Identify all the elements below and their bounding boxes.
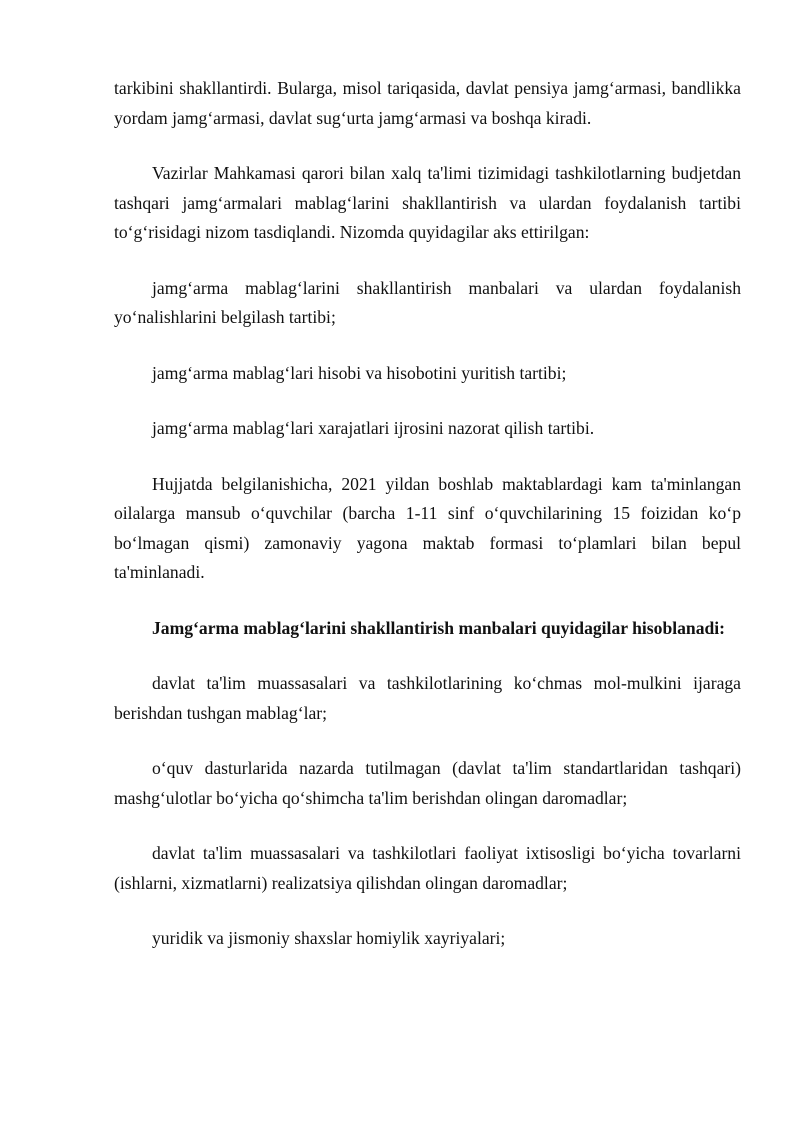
paragraph-nizom-intro: Vazirlar Mahkamasi qarori bilan xalq ta'limi tizimidagi tashkilotlarning budjetdan tashqari jamg‘armalari mablag‘larini shakllantirish va ulardan foydalanish tartibi to‘g‘risidagi nizom tasdiqlandi. Nizomda quyidagilar aks ettirilgan:: [114, 163, 741, 242]
paragraph-list-item: jamg‘arma mablag‘lari hisobi va hisobotini yuritish tartibi;: [152, 362, 567, 383]
section-heading: Jamg‘arma mablag‘larini shakllantirish manbalari quyidagilar hisoblanadi:: [152, 617, 726, 638]
paragraph-school-uniform: Hujjatda belgilanishicha, 2021 yildan boshlab maktablardagi kam ta'minlangan oilalarga mansub o‘quvchilar (barcha 1-11 sinf o‘quvchilarining 15 foizidan ko‘p bo‘lmagan qismi) zamonaviy yagona maktab formasi to‘plamlari bilan bepul ta'minlanadi.: [114, 473, 741, 582]
paragraph-list-item: davlat ta'lim muassasalari va tashkilotlarining ko‘chmas mol-mulkini ijaraga berishdan tushgan mablag‘lar;: [114, 673, 741, 723]
paragraph-list-item: o‘quv dasturlarida nazarda tutilmagan (davlat ta'lim standartlaridan tashqari) mashg‘ulotlar bo‘yicha qo‘shimcha ta'lim berishdan olingan daromadlar;: [114, 758, 741, 808]
paragraph-list-item: jamg‘arma mablag‘larini shakllantirish manbalari va ulardan foydalanish yo‘nalishlarini belgilash tartibi;: [114, 277, 741, 327]
paragraph-list-item: yuridik va jismoniy shaxslar homiylik xayriyalari;: [152, 928, 506, 948]
paragraph-continuation: tarkibini shakllantirdi. Bularga, misol tariqasida, davlat pensiya jamg‘armasi, bandlikka yordam jamg‘armasi, davlat sug‘urta jamg‘armasi va boshqa kiradi.: [114, 78, 741, 128]
paragraph-list-item: jamg‘arma mablag‘lari xarajatlari ijrosini nazorat qilish tartibi.: [152, 418, 595, 438]
paragraph-list-item: davlat ta'lim muassasalari va tashkilotlari faoliyat ixtisosligi bo‘yicha tovarlarni (ishlarni, xizmatlarni) realizatsiya qilishdan olingan daromadlar;: [114, 843, 741, 893]
document-body: [114, 74, 741, 980]
